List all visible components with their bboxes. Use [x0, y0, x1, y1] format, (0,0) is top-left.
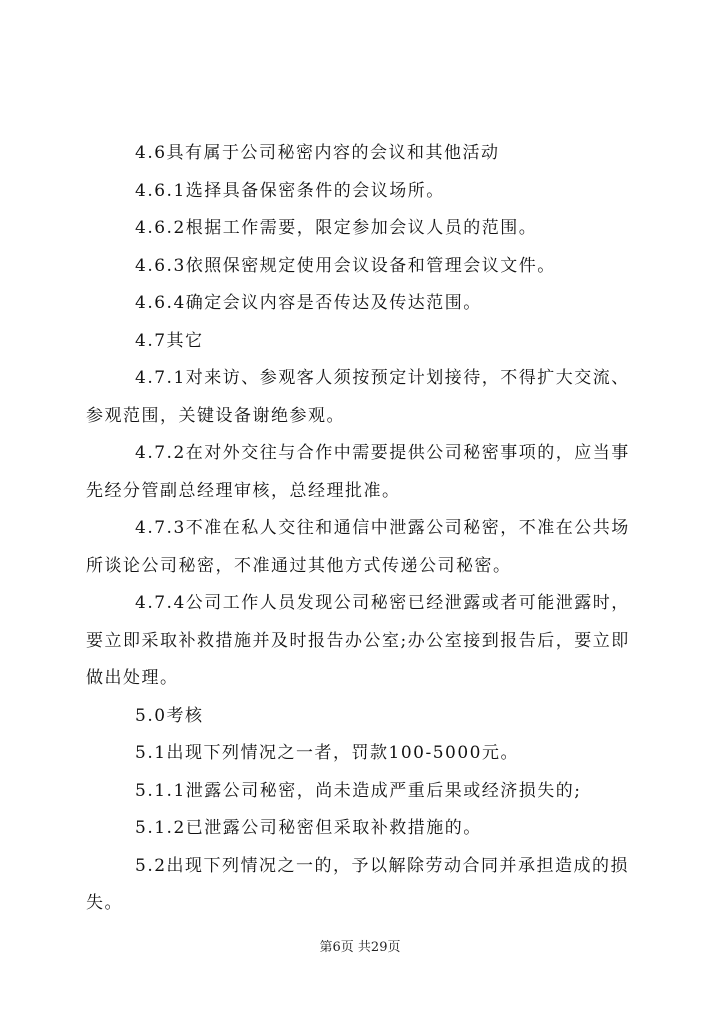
- document-body: [86, 135, 646, 923]
- paragraph-5-1-2: 5.1.2已泄露公司秘密但采取补救措施的。: [135, 818, 482, 838]
- paragraph-5-2: 5.2出现下列情况之一的，予以解除劳动合同并承担造成的损失。: [86, 855, 630, 913]
- paragraph-5-1: 5.1出现下列情况之一者，罚款100-5000元。: [135, 743, 519, 763]
- paragraph-4-7-2: 4.7.2在对外交往与合作中需要提供公司秘密事项的，应当事先经分管副总经理审核，总经理批准。: [86, 443, 630, 501]
- paragraph-4-6-3: 4.6.3依照保密规定使用会议设备和管理会议文件。: [135, 255, 556, 276]
- page-number-footer: 第6页 共29页: [319, 940, 401, 955]
- paragraph-4-6-2: 4.6.2根据工作需要，限定参加会议人员的范围。: [135, 218, 538, 238]
- paragraph-4-6-1: 4.6.1选择具备保密条件的会议场所。: [135, 180, 445, 201]
- paragraph-5-1-1: 5.1.1泄露公司秘密，尚未造成严重后果或经济损失的;: [135, 780, 582, 801]
- paragraph-5-0: 5.0考核: [135, 705, 204, 726]
- paragraph-4-7: 4.7其它: [135, 330, 204, 351]
- paragraph-4-7-3: 4.7.3不准在私人交往和通信中泄露公司秘密，不准在公共场所谈论公司秘密，不准通过其他方式传递公司秘密。: [86, 518, 630, 576]
- paragraph-4-7-1: 4.7.1对来访、参观客人须按预定计划接待，不得扩大交流、参观范围，关键设备谢绝参观。: [86, 368, 630, 426]
- paragraph-4-6-4: 4.6.4确定会议内容是否传达及传达范围。: [135, 293, 482, 313]
- paragraph-4-6: 4.6具有属于公司秘密内容的会议和其他活动: [135, 143, 500, 163]
- paragraph-4-7-4: 4.7.4公司工作人员发现公司秘密已经泄露或者可能泄露时，要立即采取补救措施并及时报告办公室;办公室接到报告后，要立即做出处理。: [86, 593, 630, 688]
